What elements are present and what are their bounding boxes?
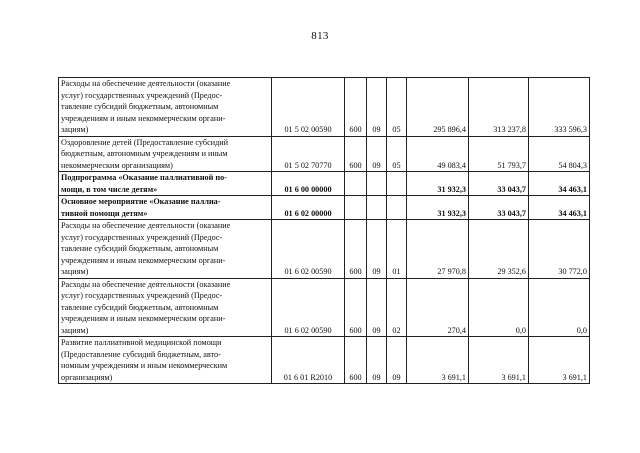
row-name-line: услуг) государственных учреждений (Предос-: [61, 90, 223, 100]
amount-year2-cell: 3 691,1: [469, 337, 529, 384]
row-name-line: тавление субсидий бюджетным, автономным: [61, 244, 219, 253]
expense-type-cell: 600: [345, 136, 367, 172]
amount-year2-cell: 0,0: [469, 278, 529, 337]
target-article-code-cell: 01 6 02 00590: [272, 278, 345, 337]
row-name-cell: [59, 78, 272, 137]
subsection-cell: 02: [387, 278, 407, 337]
row-name-line: учреждениям и иным некоммерческим органи-: [61, 255, 226, 265]
subsection-cell: 09: [387, 337, 407, 384]
expense-type-cell: 600: [345, 337, 367, 384]
section-cell: 09: [367, 136, 387, 172]
row-name-cell: [59, 136, 272, 172]
target-article-code-cell: 01 6 01 R2010: [272, 337, 345, 384]
row-name-cell: [59, 337, 272, 384]
row-name-line: Оздоровление детей (Предоставление субсидий: [61, 137, 229, 147]
table-row: [59, 337, 590, 384]
amount-year2-cell: 29 352,6: [469, 220, 529, 279]
section-cell: 09: [367, 278, 387, 337]
table-body: [59, 78, 590, 384]
section-cell: 09: [367, 78, 387, 137]
target-article-code-cell: 01 6 02 00590: [272, 220, 345, 279]
table-row: [59, 78, 590, 137]
amount-year3-cell: 30 772,0: [529, 220, 590, 279]
row-name-line: зациям): [61, 125, 89, 134]
row-name-line: Расходы на обеспечение деятельности (оказание: [61, 221, 231, 230]
subsection-cell: 01: [387, 220, 407, 279]
row-name-line: организациям): [61, 372, 113, 382]
row-name-line: номным учреждениям и иным некоммерческим: [61, 361, 228, 370]
row-name-line: учреждениям и иным некоммерческим органи-: [61, 314, 226, 323]
row-name-line: Расходы на обеспечение деятельности (оказание: [61, 79, 231, 88]
section-cell: [367, 196, 387, 220]
amount-year3-cell: 333 596,3: [529, 78, 590, 137]
subsection-cell: 05: [387, 136, 407, 172]
page-number: 813: [311, 30, 329, 42]
amount-year1-cell: 295 896,4: [407, 78, 469, 137]
expense-type-cell: [345, 196, 367, 220]
amount-year2-cell: 33 043,7: [469, 196, 529, 220]
expense-type-cell: 600: [345, 220, 367, 279]
section-cell: 09: [367, 337, 387, 384]
target-article-code-cell: 01 5 02 00590: [272, 78, 345, 137]
amount-year3-cell: 0,0: [529, 278, 590, 337]
amount-year1-cell: 27 970,8: [407, 220, 469, 279]
subsection-cell: 05: [387, 78, 407, 137]
row-name-line: бюджетным, автономным учреждениям и иным: [61, 149, 228, 158]
row-name-line: некоммерческим организациям): [61, 160, 173, 170]
amount-year2-cell: 33 043,7: [469, 172, 529, 196]
amount-year1-cell: 31 932,3: [407, 172, 469, 196]
amount-year3-cell: 3 691,1: [529, 337, 590, 384]
table-row: [59, 136, 590, 172]
row-name-line: тивной помощи детям»: [61, 208, 148, 218]
section-cell: 09: [367, 220, 387, 279]
amount-year1-cell: 3 691,1: [407, 337, 469, 384]
row-name-line: зациям): [61, 325, 89, 335]
subsection-cell: [387, 172, 407, 196]
row-name-line: Расходы на обеспечение деятельности (оказание: [61, 279, 231, 289]
row-name-line: мощи, в том числе детям»: [61, 184, 158, 194]
target-article-code-cell: 01 5 02 70770: [272, 136, 345, 172]
row-name-line: учреждениям и иным некоммерческим органи-: [61, 113, 226, 123]
target-article-code-cell: 01 6 00 00000: [272, 172, 345, 196]
amount-year2-cell: 313 237,8: [469, 78, 529, 137]
row-name-cell: [59, 172, 272, 196]
table-row: [59, 278, 590, 337]
row-name-line: услуг) государственных учреждений (Предос-: [61, 232, 223, 242]
amount-year2-cell: 51 793,7: [469, 136, 529, 172]
table-row: [59, 196, 590, 220]
row-name-line: Развитие паллиативной медицинской помощи: [61, 338, 222, 347]
row-name-line: тавление субсидий бюджетным, автономным: [61, 302, 219, 312]
expense-type-cell: 600: [345, 278, 367, 337]
target-article-code-cell: 01 6 02 00000: [272, 196, 345, 220]
expense-type-cell: 600: [345, 78, 367, 137]
amount-year3-cell: 34 463,1: [529, 172, 590, 196]
amount-year3-cell: 54 804,3: [529, 136, 590, 172]
row-name-line: зациям): [61, 267, 89, 276]
table-row: [59, 172, 590, 196]
amount-year1-cell: 270,4: [407, 278, 469, 337]
row-name-cell: [59, 220, 272, 279]
row-name-line: (Предоставление субсидий бюджетным, авто-: [61, 349, 221, 359]
row-name-line: Основное мероприятие «Оказание паллиа-: [61, 197, 221, 206]
amount-year1-cell: 31 932,3: [407, 196, 469, 220]
subsection-cell: [387, 196, 407, 220]
row-name-line: Подпрограмма «Оказание паллиативной по-: [61, 173, 227, 182]
row-name-cell: [59, 278, 272, 337]
amount-year1-cell: 49 083,4: [407, 136, 469, 172]
table-row: [59, 220, 590, 279]
section-cell: [367, 172, 387, 196]
row-name-line: услуг) государственных учреждений (Предос-: [61, 291, 223, 300]
row-name-line: тавление субсидий бюджетным, автономным: [61, 102, 219, 111]
amount-year3-cell: 34 463,1: [529, 196, 590, 220]
row-name-cell: [59, 196, 272, 220]
budget-table: [58, 77, 590, 384]
expense-type-cell: [345, 172, 367, 196]
